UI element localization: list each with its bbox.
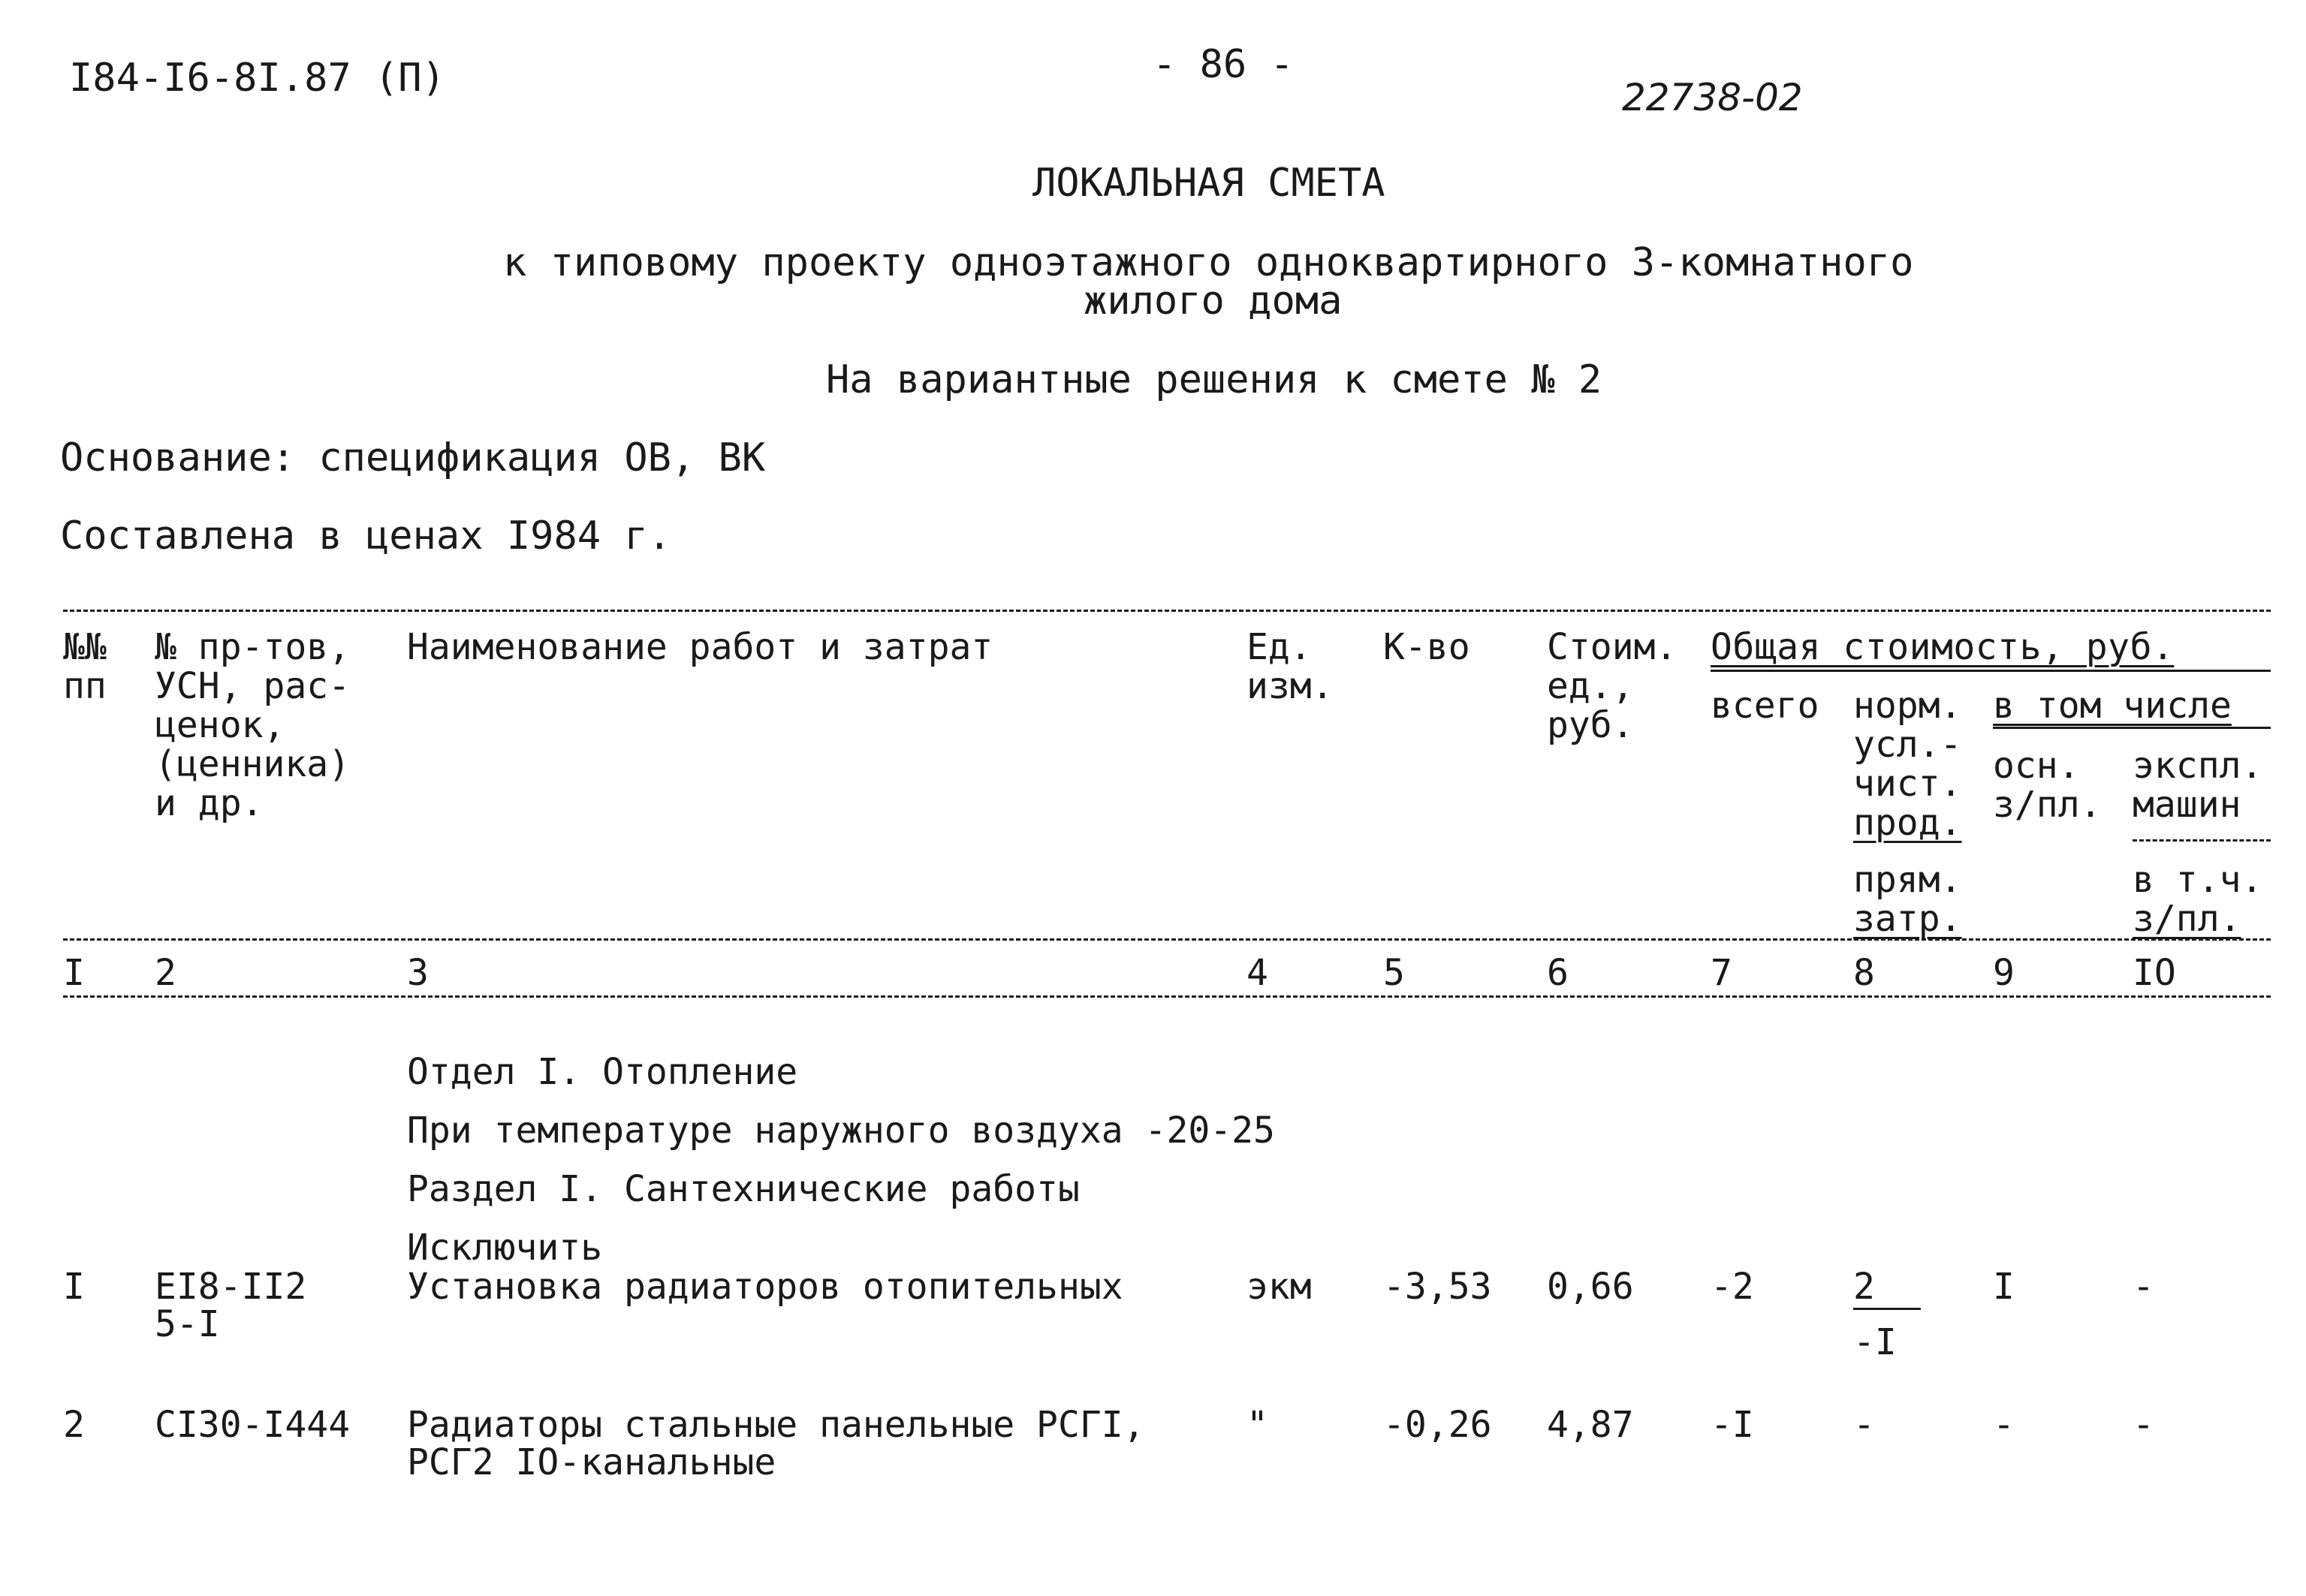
basis-line: Основание: спецификация ОВ, ВК [60, 435, 766, 480]
header-col10b-line2: з/пл. [2133, 898, 2241, 940]
row1-quantity: -3,53 [1383, 1266, 1492, 1308]
header-col2-line5: и др. [155, 782, 264, 824]
header-col8-line4: прод. [1853, 802, 1962, 844]
header-including-rule [1993, 727, 2271, 729]
header-col6-line1: Стоим. [1547, 626, 1678, 668]
header-col10-rule [2133, 839, 2271, 842]
header-col2-line3: ценок, [155, 704, 285, 746]
colnum-4: 4 [1246, 952, 1268, 994]
header-col7: всего [1711, 685, 1819, 727]
section-exclude: Исключить [407, 1227, 603, 1269]
colnum-7: 7 [1711, 952, 1732, 994]
header-total-cost-rule [1711, 670, 2271, 672]
header-col10b-line1: в т.ч. [2133, 859, 2263, 901]
table-top-rule [63, 610, 2271, 612]
header-col8b-line2: затр. [1853, 898, 1962, 940]
section-temperature: При температуре наружного воздуха -20-25 [407, 1110, 1275, 1152]
colnum-3: 3 [407, 952, 429, 994]
colnum-1: I [63, 952, 85, 994]
row2-code: CI30-I444 [155, 1404, 351, 1446]
header-col1-line2: пп [63, 665, 107, 707]
prices-line: Составлена в ценах I984 г. [60, 513, 671, 559]
header-col2-line2: УСН, рас- [155, 665, 351, 707]
row1-total: -2 [1711, 1266, 1754, 1308]
colnum-bottom-rule [63, 995, 2271, 998]
colnum-9: 9 [1993, 952, 2015, 994]
row1-number: I [63, 1266, 85, 1308]
row1-code-line1: EI8-II2 [155, 1266, 307, 1308]
row2-unit: " [1246, 1404, 1268, 1446]
colnum-5: 5 [1383, 952, 1405, 994]
colnum-6: 6 [1547, 952, 1569, 994]
header-col8b-line1: прям. [1853, 859, 1962, 901]
colnum-8: 8 [1853, 952, 1875, 994]
row1-unit-price: 0,66 [1547, 1266, 1634, 1308]
row1-unit: экм [1246, 1266, 1312, 1308]
header-col4-line2: изм. [1246, 665, 1334, 707]
header-including: в том числе [1993, 685, 2232, 727]
row2-col8: - [1853, 1404, 1875, 1446]
document-code: I84-I6-8I.87 (П) [69, 56, 445, 101]
header-col9-line1: осн. [1993, 745, 2080, 787]
row2-name-line2: РСГ2 IO-канальные [407, 1441, 776, 1483]
page-number: - 86 - [1153, 42, 1294, 87]
document-title: ЛОКАЛЬНАЯ СМЕТА [1032, 161, 1385, 206]
subtitle-line-3: На вариантные решения к смете № 2 [826, 357, 1602, 402]
row2-col9: - [1993, 1404, 2015, 1446]
header-col6-line3: руб. [1547, 704, 1634, 746]
archive-stamp: 22738-02 [1622, 76, 1803, 119]
section-part: Раздел I. Сантехнические работы [407, 1168, 1080, 1210]
header-col8-line1: норм. [1853, 685, 1962, 727]
row1-col8-top: 2 [1853, 1266, 1875, 1308]
row1-col9: I [1993, 1266, 2015, 1308]
row2-quantity: -0,26 [1383, 1404, 1492, 1446]
row1-col8-fraction-rule [1853, 1308, 1921, 1310]
row1-col10: - [2133, 1266, 2154, 1308]
colnum-2: 2 [155, 952, 176, 994]
subtitle-line-1: к типовому проекту одноэтажного одноквартирного 3-комнатного [503, 240, 1914, 285]
header-col10-line2: машин [2133, 784, 2241, 826]
header-col10-line1: экспл. [2133, 745, 2263, 787]
row2-name-line1: Радиаторы стальные панельные РСГI, [407, 1404, 1145, 1446]
row1-code-line2: 5-I [155, 1303, 220, 1345]
header-col3: Наименование работ и затрат [407, 626, 993, 668]
header-col6-line2: ед., [1547, 665, 1634, 707]
header-col5: К-во [1383, 626, 1470, 668]
row1-col8-bottom: -I [1853, 1321, 1897, 1363]
row1-name: Установка радиаторов отопительных [407, 1266, 1123, 1308]
header-col2-line1: № пр-тов, [155, 626, 351, 668]
header-col9-line2: з/пл. [1993, 784, 2102, 826]
section-department: Отдел I. Отопление [407, 1051, 798, 1093]
header-col1-line1: №№ [63, 626, 107, 668]
header-bottom-rule [63, 938, 2271, 941]
row2-total: -I [1711, 1404, 1754, 1446]
row2-unit-price: 4,87 [1547, 1404, 1634, 1446]
header-total-cost: Общая стоимость, руб. [1711, 626, 2175, 668]
header-col8-line3: чист. [1853, 763, 1962, 805]
header-col8-line2: усл.- [1853, 724, 1962, 766]
colnum-10: IO [2133, 952, 2176, 994]
header-col4-line1: Ед. [1246, 626, 1312, 668]
row2-col10: - [2133, 1404, 2154, 1446]
header-col2-line4: (ценника) [155, 743, 351, 785]
row2-number: 2 [63, 1404, 85, 1446]
subtitle-line-2: жилого дома [1084, 279, 1343, 324]
